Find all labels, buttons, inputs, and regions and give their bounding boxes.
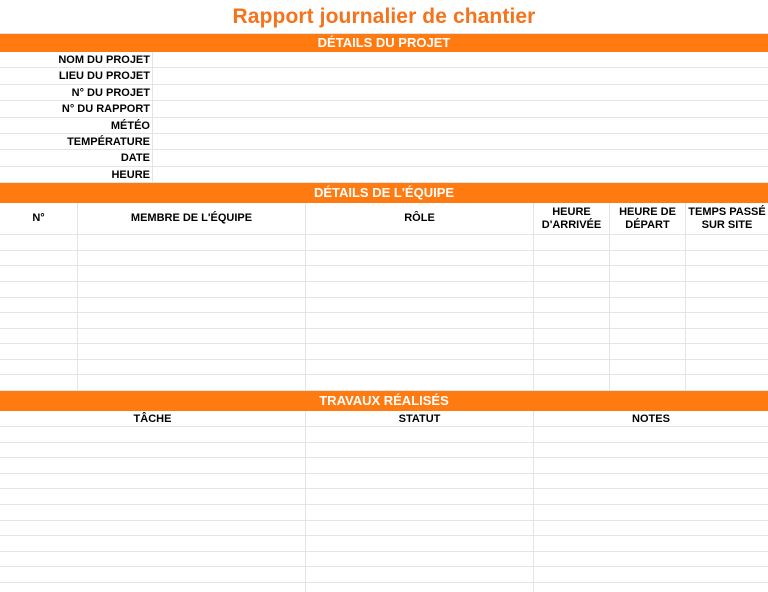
table-cell[interactable] (306, 474, 534, 489)
table-row (0, 505, 768, 521)
table-cell[interactable] (534, 298, 610, 313)
table-cell[interactable] (534, 521, 768, 536)
table-cell[interactable] (0, 344, 78, 359)
table-cell[interactable] (610, 375, 686, 390)
table-cell[interactable] (610, 344, 686, 359)
table-cell[interactable] (534, 313, 610, 328)
work-table-header (0, 411, 768, 427)
project-field-row (0, 118, 768, 134)
table-cell[interactable] (534, 375, 610, 390)
table-cell[interactable] (534, 266, 610, 281)
table-cell[interactable] (306, 235, 534, 250)
table-cell[interactable] (306, 536, 534, 551)
table-row (0, 298, 768, 314)
table-cell[interactable] (78, 313, 306, 328)
table-cell[interactable] (610, 235, 686, 250)
project-field-row (0, 150, 768, 166)
project-details-section (0, 52, 768, 183)
report-number-field[interactable] (153, 101, 768, 116)
table-cell[interactable] (534, 251, 610, 266)
table-cell[interactable] (306, 552, 534, 567)
col-notes-header: NOTES (632, 413, 670, 426)
table-row (0, 583, 768, 592)
table-cell[interactable] (534, 489, 768, 504)
table-cell[interactable] (686, 360, 768, 375)
table-cell[interactable] (306, 583, 534, 592)
table-cell[interactable] (0, 521, 306, 536)
table-cell[interactable] (686, 235, 768, 250)
col-departure-header: HEURE DE DÉPART (610, 203, 686, 234)
table-cell[interactable] (610, 251, 686, 266)
table-cell[interactable] (610, 313, 686, 328)
table-row (0, 458, 768, 474)
table-cell[interactable] (534, 360, 610, 375)
table-cell[interactable] (686, 251, 768, 266)
table-cell[interactable] (306, 298, 534, 313)
table-cell[interactable] (306, 266, 534, 281)
table-row (0, 489, 768, 505)
project-number-label: N° DU PROJET (0, 85, 153, 100)
project-details-header: DÉTAILS DU PROJET (0, 34, 768, 52)
time-label: HEURE (0, 167, 153, 182)
project-field-row (0, 167, 768, 183)
table-cell[interactable] (306, 458, 534, 473)
table-cell[interactable] (610, 282, 686, 297)
table-cell[interactable] (0, 313, 78, 328)
team-details-header: DÉTAILS DE L'ÉQUIPE (0, 183, 768, 203)
table-cell[interactable] (306, 344, 534, 359)
table-cell[interactable] (686, 344, 768, 359)
col-role-header: RÔLE (306, 203, 534, 234)
weather-label: MÉTÉO (0, 118, 153, 133)
table-cell[interactable] (534, 583, 768, 592)
project-name-field[interactable] (153, 52, 768, 67)
project-number-field[interactable] (153, 85, 768, 100)
table-cell[interactable] (0, 583, 306, 592)
table-row (0, 427, 768, 443)
table-cell[interactable] (0, 266, 78, 281)
table-cell[interactable] (78, 266, 306, 281)
table-cell[interactable] (610, 298, 686, 313)
table-cell[interactable] (78, 375, 306, 390)
table-cell[interactable] (0, 443, 306, 458)
table-cell[interactable] (0, 298, 78, 313)
title-row (0, 0, 768, 34)
table-cell[interactable] (78, 282, 306, 297)
table-row (0, 443, 768, 459)
project-field-row (0, 68, 768, 84)
table-cell[interactable] (686, 282, 768, 297)
report-title: Rapport journalier de chantier (232, 4, 536, 28)
table-cell[interactable] (0, 552, 306, 567)
table-row (0, 329, 768, 345)
table-row (0, 235, 768, 251)
team-table-body (0, 235, 768, 391)
table-cell[interactable] (306, 489, 534, 504)
table-cell[interactable] (306, 505, 534, 520)
table-cell[interactable] (78, 251, 306, 266)
project-field-row (0, 52, 768, 68)
table-cell[interactable] (610, 329, 686, 344)
col-status-header: STATUT (306, 411, 534, 426)
table-cell[interactable] (0, 235, 78, 250)
table-cell[interactable] (306, 329, 534, 344)
date-field[interactable] (153, 150, 768, 165)
table-cell[interactable] (0, 427, 306, 442)
table-cell[interactable] (610, 266, 686, 281)
table-cell[interactable] (686, 298, 768, 313)
table-cell[interactable] (78, 235, 306, 250)
table-cell[interactable] (0, 329, 78, 344)
table-cell[interactable] (306, 375, 534, 390)
work-done-header: TRAVAUX RÉALISÉS (0, 391, 768, 411)
table-row (0, 474, 768, 490)
table-cell[interactable] (534, 536, 768, 551)
table-cell[interactable] (306, 521, 534, 536)
table-cell[interactable] (306, 313, 534, 328)
table-row (0, 552, 768, 568)
table-cell[interactable] (534, 443, 768, 458)
table-row (0, 282, 768, 298)
table-row (0, 375, 768, 391)
team-table-header (0, 203, 768, 235)
table-cell[interactable] (78, 344, 306, 359)
table-row (0, 266, 768, 282)
table-cell[interactable] (534, 344, 610, 359)
project-field-row (0, 101, 768, 117)
table-cell[interactable] (0, 505, 306, 520)
table-cell[interactable] (686, 266, 768, 281)
table-cell[interactable] (0, 360, 78, 375)
col-arrival-header: HEURE D'ARRIVÉE (534, 203, 610, 234)
col-number-header: N° (0, 203, 78, 234)
project-field-row (0, 134, 768, 150)
table-cell[interactable] (686, 329, 768, 344)
table-cell[interactable] (534, 458, 768, 473)
table-cell[interactable] (78, 360, 306, 375)
weather-field[interactable] (153, 118, 768, 133)
col-time-on-site-header: TEMPS PASSÉ SUR SITE (688, 205, 766, 231)
table-cell[interactable] (534, 282, 610, 297)
table-cell[interactable] (686, 375, 768, 390)
table-cell[interactable] (610, 360, 686, 375)
table-cell[interactable] (0, 375, 78, 390)
table-cell[interactable] (0, 536, 306, 551)
col-member-header: MEMBRE DE L'ÉQUIPE (78, 203, 306, 234)
project-field-row (0, 85, 768, 101)
project-location-field[interactable] (153, 68, 768, 83)
table-cell[interactable] (534, 427, 768, 442)
table-cell[interactable] (306, 567, 534, 582)
table-cell[interactable] (306, 251, 534, 266)
table-cell[interactable] (534, 474, 768, 489)
project-name-label: NOM DU PROJET (0, 52, 153, 67)
table-row (0, 536, 768, 552)
table-cell[interactable] (306, 443, 534, 458)
time-field[interactable] (153, 167, 768, 182)
col-task-header: TÂCHE (0, 411, 306, 426)
table-row (0, 521, 768, 537)
table-cell[interactable] (534, 329, 610, 344)
table-cell[interactable] (534, 505, 768, 520)
table-cell[interactable] (534, 235, 610, 250)
table-cell[interactable] (0, 282, 78, 297)
table-row (0, 360, 768, 376)
temperature-field[interactable] (153, 134, 768, 149)
table-cell[interactable] (0, 251, 78, 266)
table-cell[interactable] (306, 427, 534, 442)
temperature-label: TEMPÉRATURE (0, 134, 153, 149)
table-row (0, 313, 768, 329)
table-row (0, 567, 768, 583)
report-number-label: N° DU RAPPORT (0, 101, 153, 116)
date-label: DATE (0, 150, 153, 165)
table-cell[interactable] (0, 489, 306, 504)
table-cell[interactable] (534, 552, 768, 567)
work-table-body (0, 427, 768, 592)
table-cell[interactable] (0, 458, 306, 473)
table-cell[interactable] (0, 474, 306, 489)
project-location-label: LIEU DU PROJET (0, 68, 153, 83)
table-cell[interactable] (306, 282, 534, 297)
table-cell[interactable] (0, 567, 306, 582)
table-cell[interactable] (306, 360, 534, 375)
table-cell[interactable] (78, 329, 306, 344)
table-row (0, 344, 768, 360)
table-cell[interactable] (78, 298, 306, 313)
table-cell[interactable] (534, 567, 768, 582)
table-cell[interactable] (686, 313, 768, 328)
table-row (0, 251, 768, 267)
